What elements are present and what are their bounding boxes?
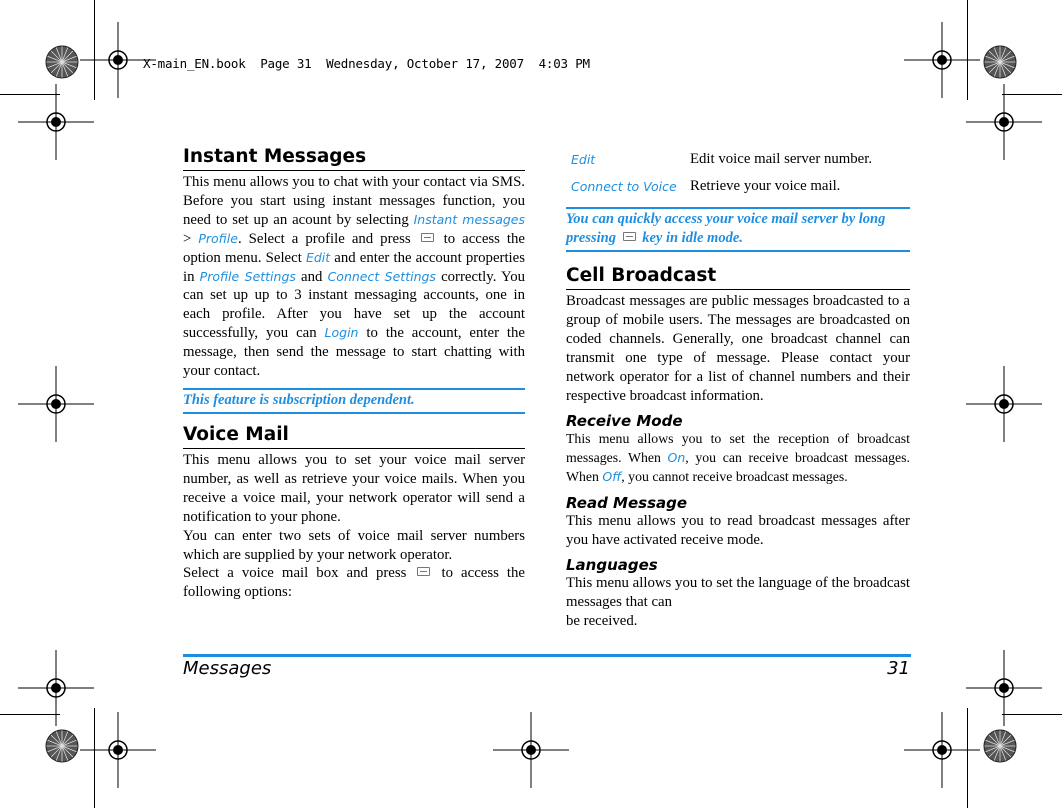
footer-rule	[183, 654, 911, 657]
print-stamp: X-main_EN.book Page 31 Wednesday, October 17, 2007 4:03 PM	[143, 56, 590, 71]
voice-mail-p1: This menu allows you to set your voice mail server number, as well as retrieve your voice mails. When you receive a voice mail, your network operator will send a notification to your phone.	[183, 451, 525, 525]
menu-key-icon	[421, 233, 434, 242]
instant-messages-text: This menu allows you to chat with your contact via SMS. Before you start using instant messages function, you need to set up an acount by selecting Instant messages > Profile. Select a profile and press to access the option menu. Select Edit and enter the account properties in Profile Settings and Connect Settings correctly. You can set up up to 3 instant messaging accounts, one in each profile. After you have set up the account successfully, you can Login to the account, enter the message, then send the message to start chatting with your contact.	[183, 174, 525, 380]
voice-mail-heading: Voice Mail	[183, 424, 525, 449]
option-name: Connect to Voice	[571, 179, 677, 194]
option-desc: Edit voice mail server number.	[690, 151, 873, 167]
menu-off: Off	[602, 469, 622, 485]
cell-broadcast-text: Broadcast messages are public messages broadcasted to a group of mobile users. The messages are broadcasted on coded channels. Generally, one broadcast channel can transmit one type of message. Please contact your network operator for a list of channel numbers and their respective broadcast information.	[566, 293, 910, 404]
receive-mode-text: This menu allows you to set the reception of broadcast messages. When On, you can receive broadcast messages. When Off, you cannot receive broadcast messages.	[566, 431, 911, 485]
receive-mode-heading: Receive Mode	[566, 412, 683, 431]
menu-profile: Profile	[198, 230, 238, 246]
cell-broadcast-heading: Cell Broadcast	[566, 265, 910, 290]
menu-profile-settings: Profile Settings	[199, 268, 296, 284]
read-message-heading: Read Message	[566, 494, 688, 513]
page-number: 31	[887, 658, 910, 679]
voice-mail-p3: Select a voice mail box and press to access the following options:	[183, 565, 525, 601]
instant-messages-heading: Instant Messages	[183, 146, 525, 171]
menu-on: On	[667, 450, 686, 466]
menu-key-icon	[417, 567, 430, 576]
voice-mail-p2: You can enter two sets of voice mail server numbers which are supplied by your network operator.	[183, 527, 525, 563]
voice-mail-tip: You can quickly access your voice mail server by long pressing key in idle mode.	[566, 207, 910, 252]
menu-edit: Edit	[305, 249, 331, 265]
option-name: Edit	[571, 152, 596, 167]
read-message-text: This menu allows you to read broadcast messages after you have activated receive mode.	[566, 513, 910, 549]
subscription-note: This feature is subscription dependent.	[183, 388, 525, 414]
key-1-icon	[623, 232, 636, 241]
menu-connect-settings: Connect Settings	[327, 268, 436, 284]
option-row-edit	[566, 150, 910, 177]
footer-section-title: Messages	[183, 658, 272, 679]
languages-text: This menu allows you to set the language of the broadcast messages that can be received.	[566, 574, 910, 629]
menu-instant-messages: Instant messages	[413, 211, 525, 227]
languages-heading: Languages	[566, 555, 658, 574]
right-column	[566, 150, 910, 631]
menu-login: Login	[324, 325, 359, 341]
option-desc: Retrieve your voice mail.	[690, 178, 841, 194]
option-row-connect	[566, 177, 910, 204]
left-column	[183, 146, 525, 602]
